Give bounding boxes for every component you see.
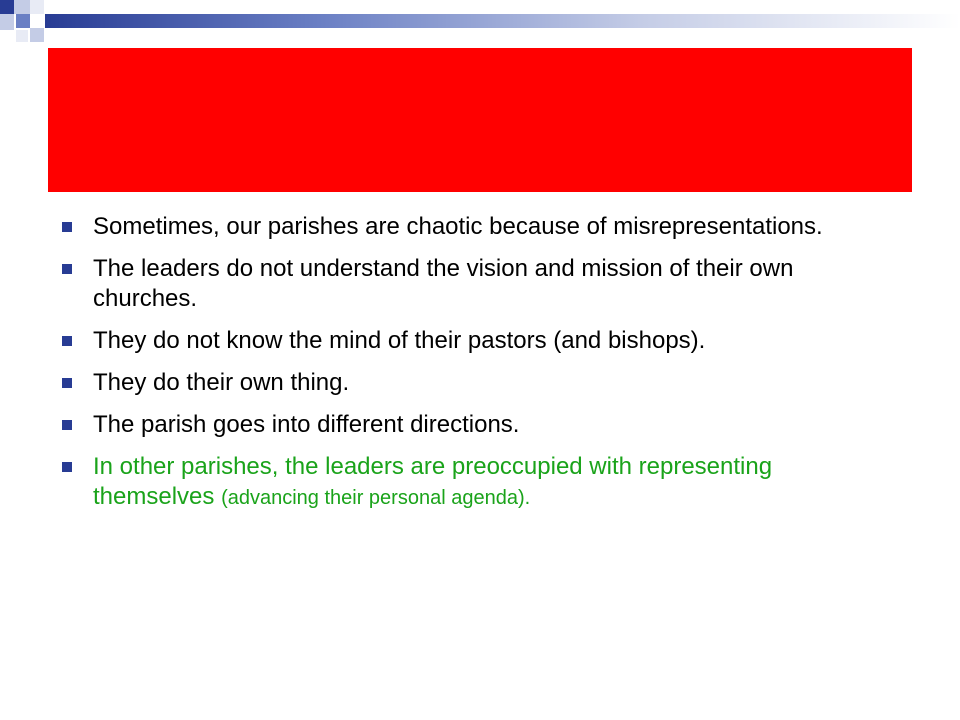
square-bullet-icon	[62, 378, 72, 388]
bullet-text: They do not know the mind of their pastors (and bishops).	[93, 327, 706, 354]
bullet-item	[60, 326, 900, 356]
bullet-text: In other parishes, the leaders are preoccupied with representing themselves	[93, 453, 773, 510]
square-bullet-icon	[62, 336, 72, 346]
bullet-item	[60, 368, 900, 398]
square-bullet-icon	[62, 222, 72, 232]
square-bullet-icon	[62, 264, 72, 274]
bullet-text: They do their own thing.	[93, 369, 350, 396]
bullet-item	[60, 254, 900, 314]
bullet-item	[60, 410, 900, 440]
bullet-list	[60, 212, 900, 525]
square-bullet-icon	[62, 420, 72, 430]
bullet-item	[60, 212, 900, 242]
header-gradient-bar	[45, 14, 960, 28]
bullet-item-highlight	[60, 452, 900, 513]
title-band	[48, 48, 912, 192]
bullet-tail-text: (advancing their personal agenda).	[221, 487, 531, 509]
square-bullet-icon	[62, 462, 72, 472]
bullet-text: The parish goes into different directions.	[93, 411, 520, 438]
bullet-text: Sometimes, our parishes are chaotic because of misrepresentations.	[93, 213, 823, 240]
bullet-text: The leaders do not understand the vision and mission of their own churches.	[93, 255, 794, 312]
